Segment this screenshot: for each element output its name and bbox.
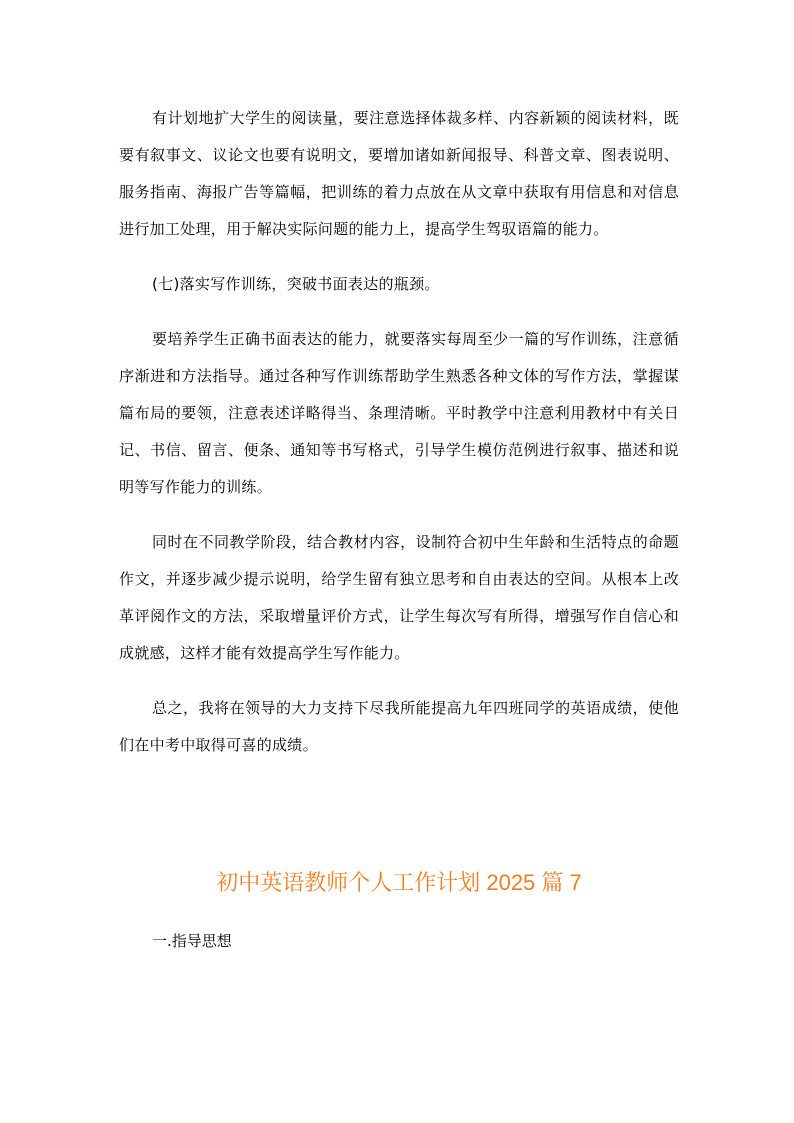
subheading-guiding-ideology: 一.指导思想 <box>152 932 232 950</box>
paragraph-writing-heading: (七)落实写作训练，突破书面表达的瓶颈。 <box>152 275 440 293</box>
paragraph-writing-training: 要培养学生正确书面表达的能力，就要落实每周至少一篇的写作训练，注意循序渐进和方法指导。通过各种写作训练帮助学生熟悉各种文体的写作方法，掌握谋篇布局的要领，注意表述详略得当、条理清晰。平时教学中注意利用教材中有关日记、书信、留言、便条、通知等书写格式，引导学生模仿范例进行叙事、描述和说明等写作能力的训练。 <box>119 330 679 496</box>
body-text <box>119 100 679 764</box>
paragraph-composition: 同时在不同教学阶段，结合教材内容，设制符合初中生年龄和生活特点的命题作文，并逐步减少提示说明，给学生留有独立思考和自由表达的空间。从根本上改革评阅作文的方法，采取增量评价方式，让学生每次写有所得，增强写作自信心和成就感，这样才能有效提高学生写作能力。 <box>119 533 679 662</box>
section-title: 初中英语教师个人工作计划 2025 篇 7 <box>216 870 582 895</box>
paragraph-conclusion: 总之，我将在领导的大力支持下尽我所能提高九年四班同学的英语成绩，使他们在中考中取得可喜的成绩。 <box>119 699 679 754</box>
paragraph-reading-materials: 有计划地扩大学生的阅读量，要注意选择体裁多样、内容新颖的阅读材料，既要有叙事文、议论文也要有说明文，要增加诸如新闻报导、科普文章、图表说明、服务指南、海报广告等篇幅，把训练的着力点放在从文章中获取有用信息和对信息进行加工处理，用于解决实际问题的能力上，提高学生驾驭语篇的能力。 <box>119 109 679 238</box>
